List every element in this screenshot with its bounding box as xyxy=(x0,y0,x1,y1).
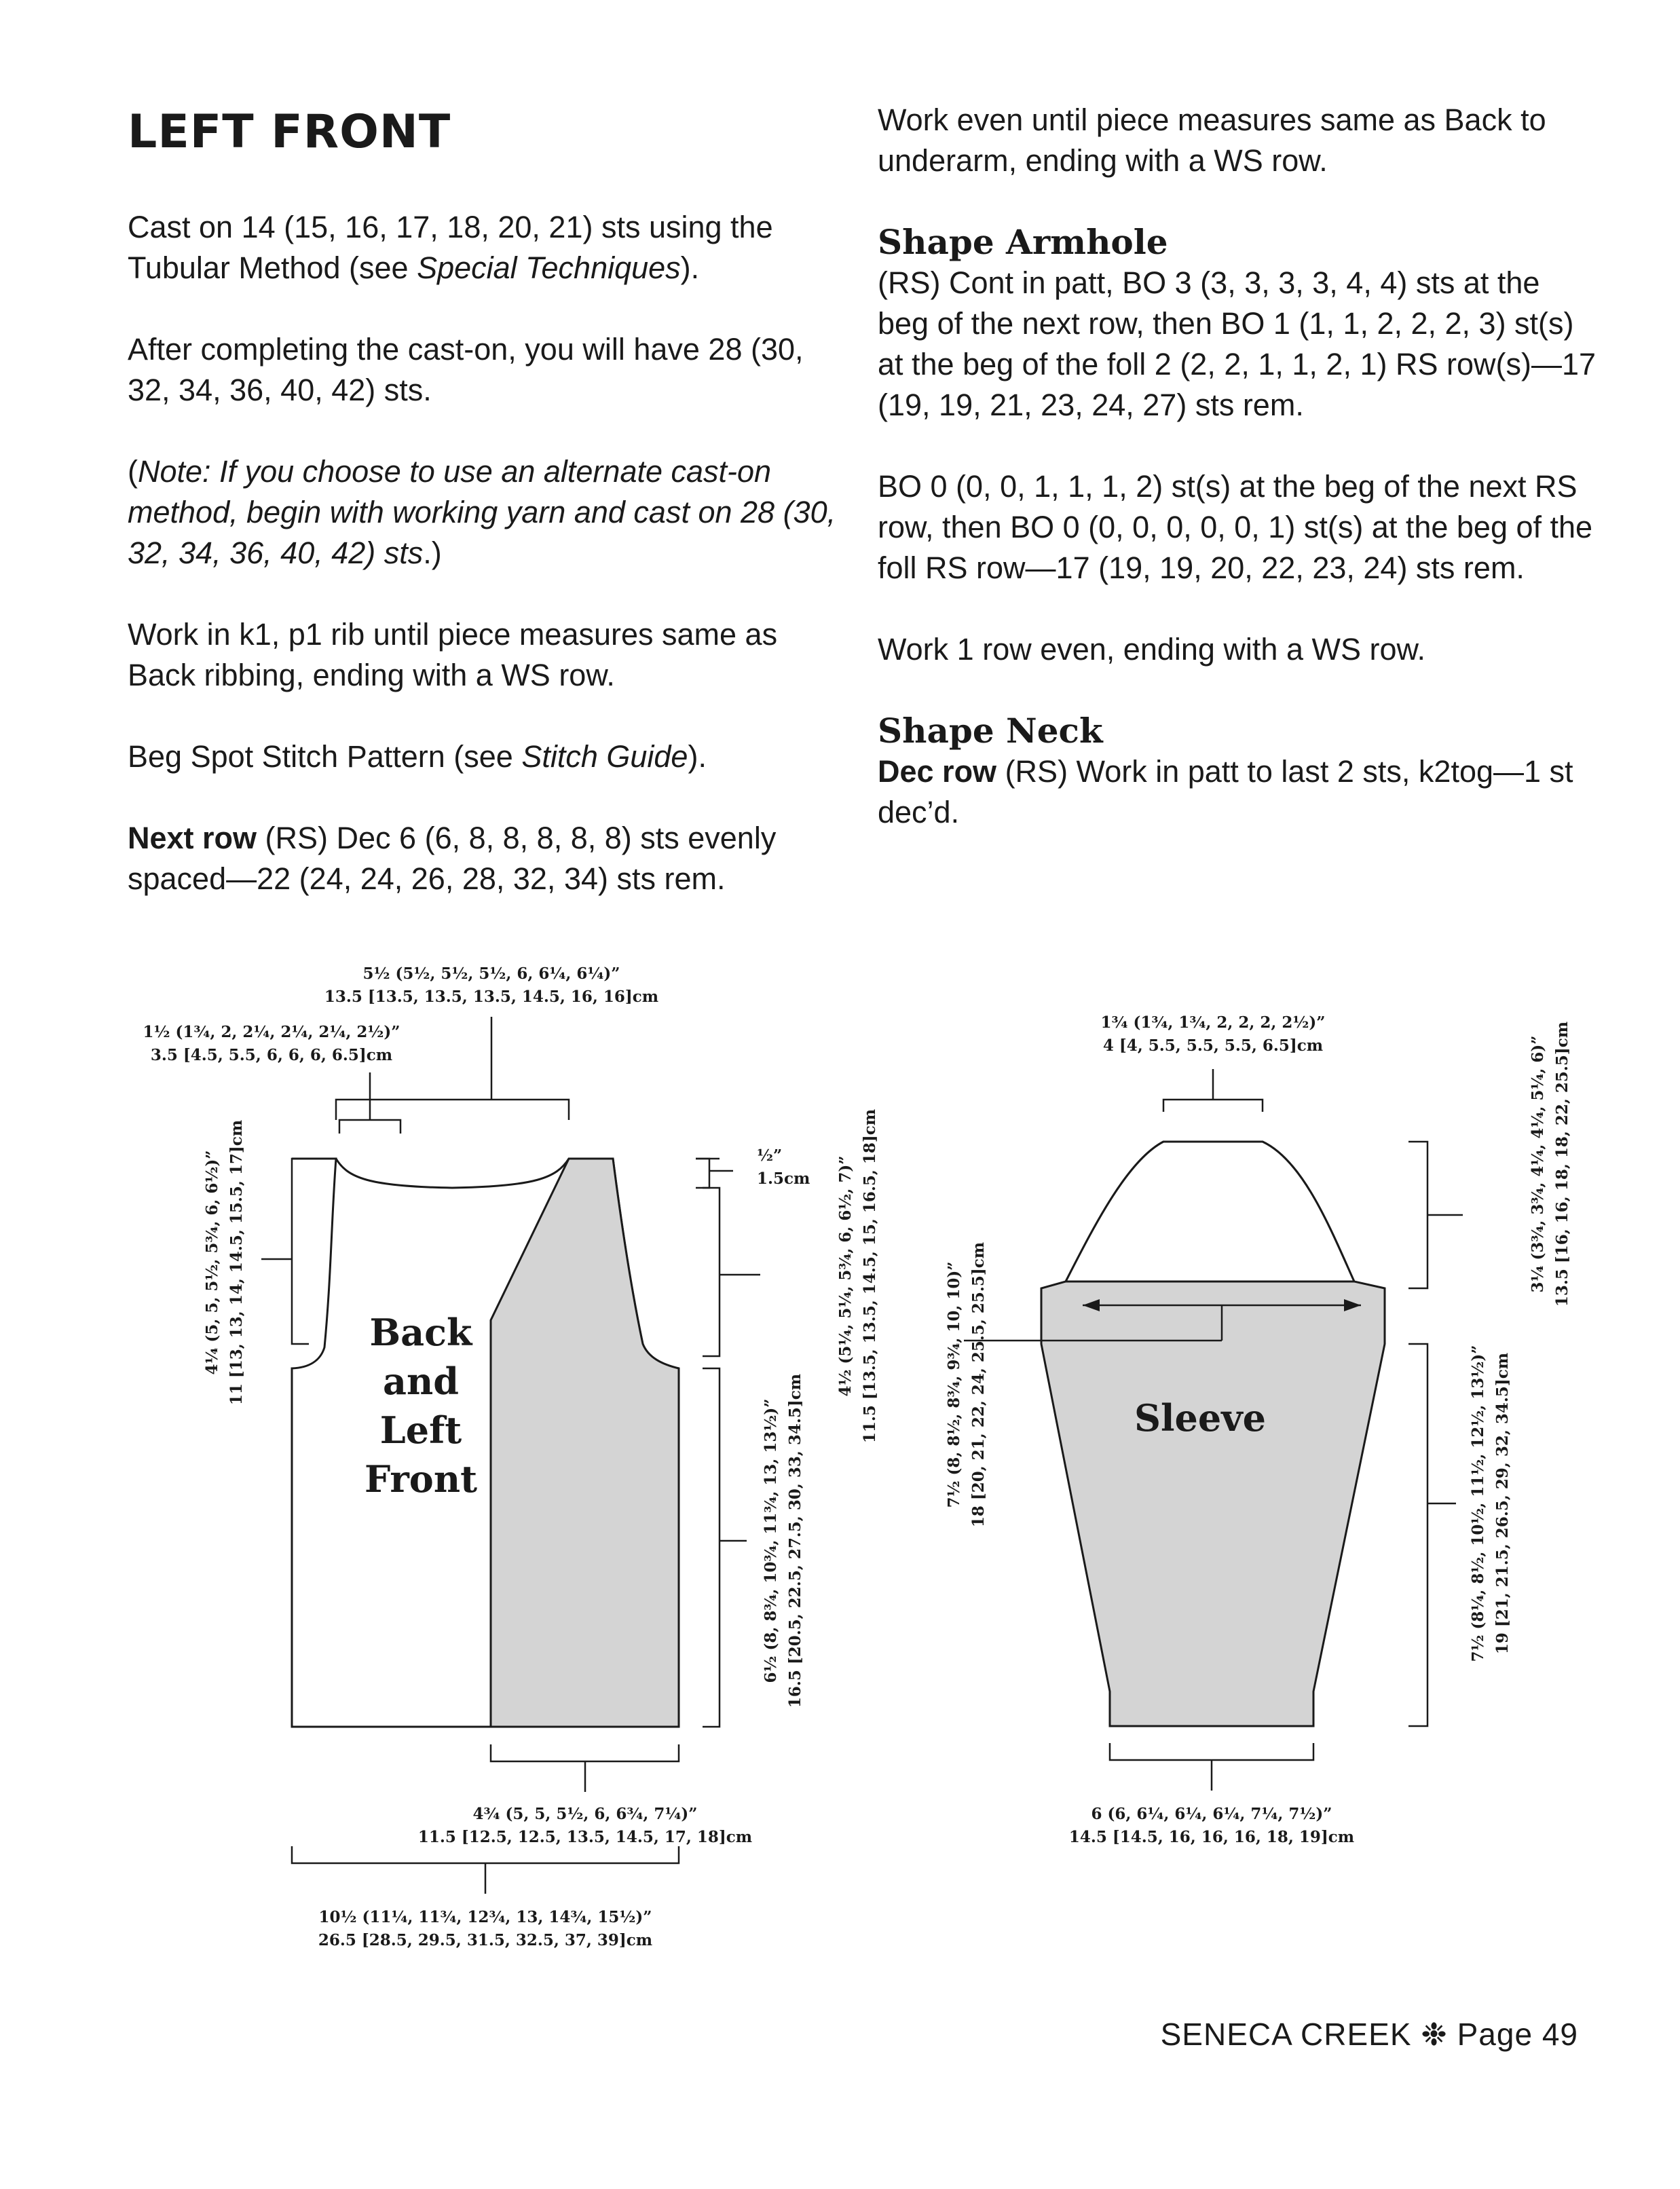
note-text: Note: If you choose to use an alternate cast-on method, begin with working yarn and cast on 28 (30, 32, 34, 36, 40, 42) sts xyxy=(128,454,836,570)
neck-depth-cm: 1.5cm xyxy=(757,1170,810,1188)
shoulder-cm: 3.5 [4.5, 5.5, 6, 6, 6, 6.5]cm xyxy=(150,1046,393,1064)
body-label-back: Back xyxy=(369,1311,472,1354)
front-width-in: 4¾ (5, 5, 5½, 6, 6¾, 7¼)” xyxy=(472,1805,698,1823)
neck-width-cm: 13.5 [13.5, 13.5, 13.5, 14.5, 16, 16]cm xyxy=(324,988,659,1006)
cast-on-text: Cast on 14 (15, 16, 17, 18, 20, 21) sts using the Tubular Method (see xyxy=(128,210,773,285)
body-label-front: Front xyxy=(364,1457,478,1501)
armhole-height-cm: 11.5 [13.5, 13.5, 14.5, 15, 16.5, 18]cm xyxy=(861,1108,879,1444)
sleeve-length-in: 7½ (8¼, 8½, 10½, 11½, 12½, 13½)” xyxy=(1469,1345,1487,1662)
cap-top-cm: 4 [4, 5.5, 5.5, 5.5, 6.5]cm xyxy=(1102,1036,1324,1055)
note-close: .) xyxy=(423,536,442,570)
stitch-count-paragraph: After completing the cast-on, you will have 28 (30, 32, 34, 36, 40, 42) sts. xyxy=(128,332,804,407)
note-open: ( xyxy=(128,454,138,489)
side-length-in: 6½ (8, 8¾, 10¾, 11¾, 13, 13½)” xyxy=(762,1398,780,1683)
dec-row-text: (RS) Work in patt to last 2 sts, k2tog—1 st dec’d. xyxy=(878,754,1573,829)
left-front-shade xyxy=(491,1159,679,1727)
sleeve-label: Sleeve xyxy=(1134,1396,1266,1440)
next-row-text: (RS) Dec 6 (6, 8, 8, 8, 8, 8) sts evenly spaced—22 (24, 24, 26, 28, 32, 34) sts rem. xyxy=(128,821,777,896)
work-even-paragraph: Work even until piece measures same as Back to underarm, ending with a WS row. xyxy=(878,102,1546,178)
body-label-and: and xyxy=(382,1360,460,1403)
shape-neck-heading: Shape Neck xyxy=(878,711,1103,751)
cast-on-text-end: ). xyxy=(680,250,700,285)
armhole-paragraph-3: Work 1 row even, ending with a WS row. xyxy=(878,632,1426,667)
dec-row-paragraph xyxy=(878,751,1597,833)
side-length-cm: 16.5 [20.5, 22.5, 27.5, 30, 33, 34.5]cm xyxy=(786,1373,804,1708)
cap-height-in: 3¼ (3¾, 3¾, 4¼, 4¼, 5¼, 6)” xyxy=(1529,1035,1547,1293)
stitch-guide-ref: Stitch Guide xyxy=(521,739,688,774)
cap-top-in: 1¾ (1¾, 1¾, 2, 2, 2, 2½)” xyxy=(1100,1013,1326,1032)
cast-on-paragraph xyxy=(128,207,847,288)
armhole-height-in: 4½ (5¼, 5¼, 5¾, 6, 6½, 7)” xyxy=(836,1155,855,1397)
schematics xyxy=(0,937,1680,1999)
schematic-drawings xyxy=(0,937,1680,1996)
next-row-paragraph xyxy=(128,818,847,899)
spot-stitch-text: Beg Spot Stitch Pattern (see xyxy=(128,739,522,774)
sleeve-length-cm: 19 [21, 21.5, 26.5, 29, 32, 34.5]cm xyxy=(1493,1352,1512,1655)
neck-depth-in: ½” xyxy=(757,1146,783,1165)
page-footer: SENECA CREEK ❉ Page 49 xyxy=(1160,2017,1578,2052)
left-height-cm: 11 [13, 13, 14, 14.5, 15.5, 17]cm xyxy=(227,1119,246,1406)
back-width-cm: 26.5 [28.5, 29.5, 31.5, 32.5, 37, 39]cm xyxy=(318,1931,653,1949)
cuff-width-cm: 14.5 [14.5, 16, 16, 16, 18, 19]cm xyxy=(1068,1828,1355,1846)
section-heading-left-front: LEFT FRONT xyxy=(128,105,451,159)
front-width-cm: 11.5 [12.5, 12.5, 13.5, 14.5, 17, 18]cm xyxy=(417,1828,753,1846)
rib-paragraph: Work in k1, p1 rib until piece measures same as Back ribbing, ending with a WS row. xyxy=(128,617,778,692)
neck-width-in: 5½ (5½, 5½, 5½, 6, 6¼, 6¼)” xyxy=(362,965,620,983)
shoulder-in: 1½ (1¾, 2, 2¼, 2¼, 2¼, 2½)” xyxy=(143,1023,400,1041)
left-column xyxy=(128,102,847,940)
next-row-label: Next row xyxy=(128,821,257,855)
armhole-paragraph-1: (RS) Cont in patt, BO 3 (3, 3, 3, 3, 4, 4) sts at the beg of the next row, then BO 1 (1, 1, 2, 2, 2, 3) st(s) at the beg of the foll 2 (2, 2, 1, 1, 2, 1) RS row(s)—17 (19, 19, 21, 23, 24, 27) sts rem. xyxy=(878,265,1597,422)
upper-arm-cm: 18 [20, 21, 22, 24, 25.5, 25.5]cm xyxy=(969,1241,988,1528)
body-label-left: Left xyxy=(379,1408,462,1452)
right-column xyxy=(878,100,1597,874)
cuff-width-in: 6 (6, 6¼, 6¼, 6¼, 7¼, 7½)” xyxy=(1091,1805,1332,1823)
cap-height-cm: 13.5 [16, 16, 18, 18, 22, 25.5]cm xyxy=(1553,1021,1571,1307)
left-height-in: 4¼ (5, 5, 5½, 5¾, 6, 6½)” xyxy=(203,1150,221,1375)
dec-row-label: Dec row xyxy=(878,754,997,789)
special-techniques-ref: Special Techniques xyxy=(417,250,681,285)
spot-stitch-text-end: ). xyxy=(688,739,707,774)
note-paragraph xyxy=(128,451,847,574)
spot-stitch-paragraph xyxy=(128,736,847,777)
back-width-in: 10½ (11¼, 11¾, 12¾, 13, 14¾, 15½)” xyxy=(318,1908,652,1926)
shape-armhole-heading: Shape Armhole xyxy=(878,222,1168,262)
upper-arm-in: 7½ (8, 8½, 8¾, 9¾, 10, 10)” xyxy=(945,1261,963,1508)
sleeve-cap-top xyxy=(1066,1142,1354,1281)
armhole-paragraph-2: BO 0 (0, 0, 1, 1, 1, 2) st(s) at the beg of the next RS row, then BO 0 (0, 0, 0, 0, 0, 1) st(s) at the beg of the foll RS row—17 (19, 19, 20, 22, 23, 24) sts rem. xyxy=(878,469,1593,585)
